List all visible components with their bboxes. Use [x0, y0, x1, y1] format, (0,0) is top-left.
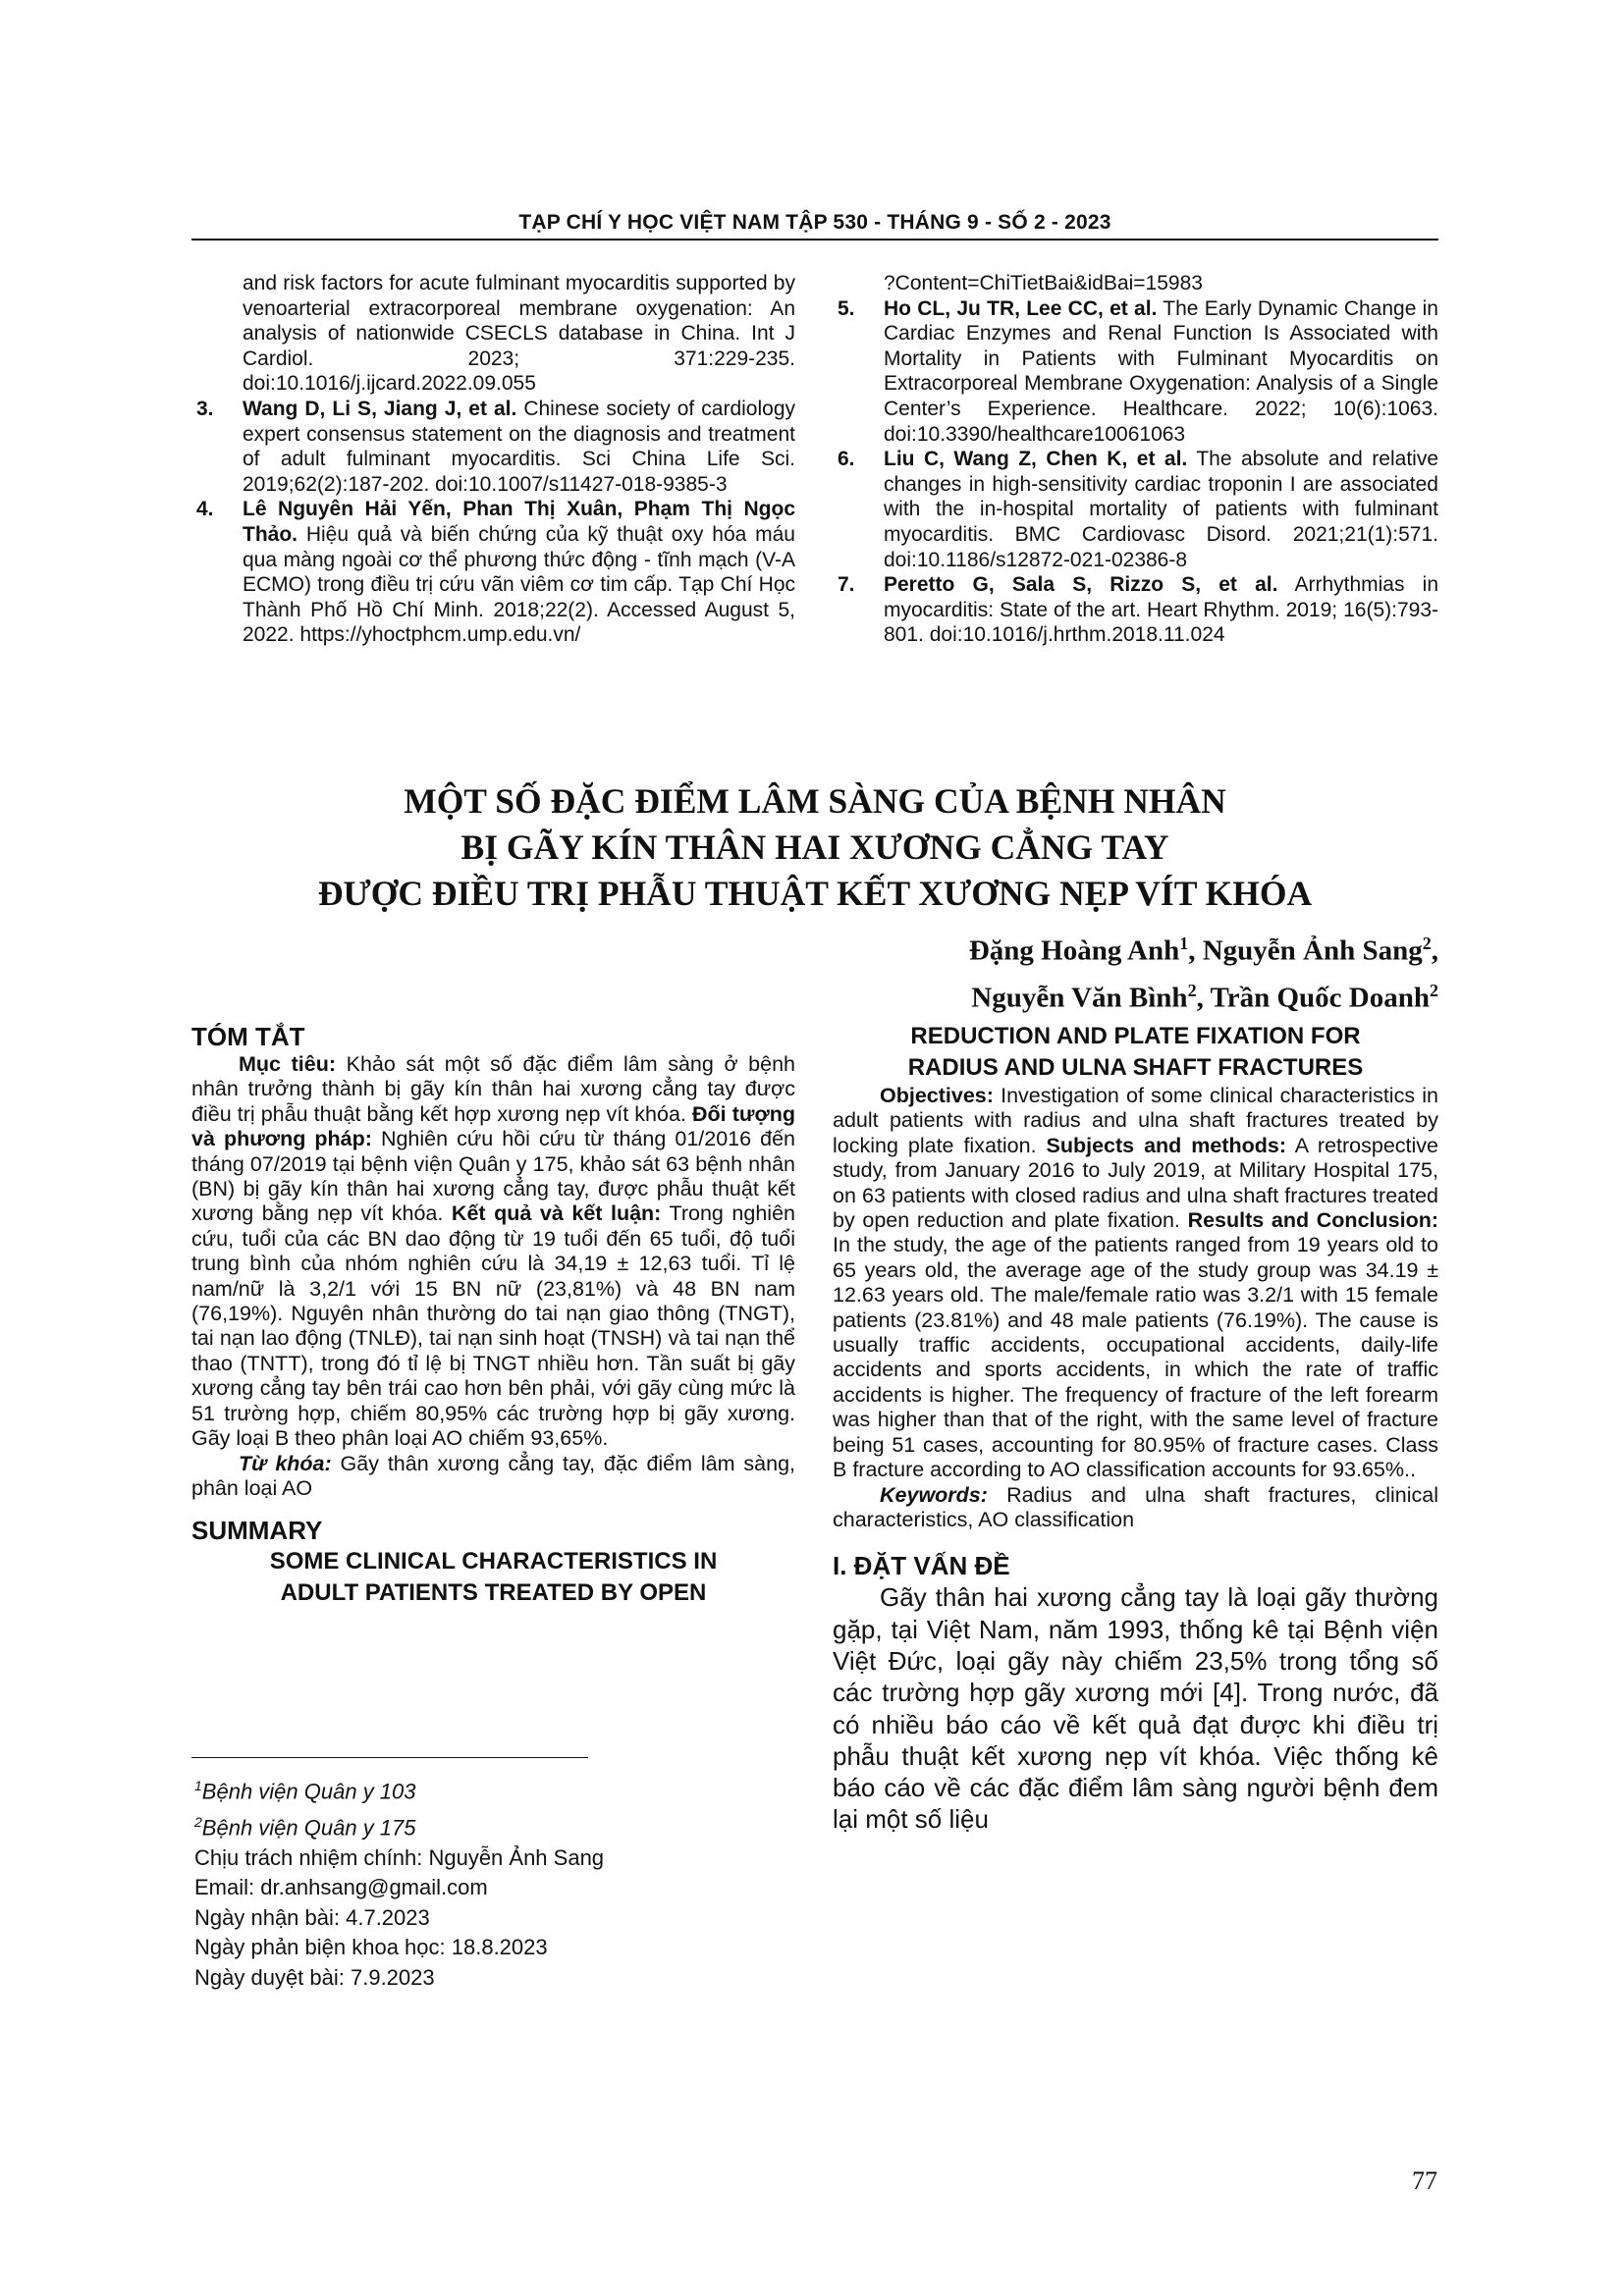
summary-paragraph [833, 1084, 1438, 1483]
author-name: Trần Quốc Doanh [1210, 982, 1430, 1014]
reference-2-continued [191, 271, 795, 397]
results-text: In the study, the age of the patients ranged from 19 years old to 65 years old, the average age of the study group was 34.19 ± 12.63 years old. The male/female ratio was 3.2/1 with 15 female patients (23.81%) and 48 male patients (76.19%). The cause is usually traffic accidents, occupational accidents, daily-life accidents and sports accidents, in which the rate of traffic accidents is higher. The frequency of fracture of the left forearm was higher than that of the right, with the same level of fracture being 51 cases, accounting for 80.95% of fracture cases. Class B fracture according to AO classification accounts for 93.65%.. [833, 1233, 1438, 1482]
title-line: MỘT SỐ ĐẶC ĐIỂM LÂM SÀNG CỦA BỆNH NHÂN [404, 781, 1226, 821]
objectives-text: Khảo sát một số đặc điểm lâm sàng ở bệnh nhân trưởng thành bị gãy kín thân hai xương cẳng tay được điều trị phẫu thuật bằng kết hợp xương nẹp vít khóa. [191, 1052, 795, 1126]
summary-title-line: SOME CLINICAL CHARACTERISTICS IN [269, 1548, 718, 1575]
abstract-heading: TÓM TẮT [191, 1022, 305, 1051]
reference-authors: Liu C, Wang Z, Chen K, et al. [884, 448, 1188, 471]
author-separator: , [1196, 982, 1211, 1014]
affiliation-text: Bệnh viện Quân y 103 [201, 1779, 416, 1804]
reference-text: Arrhythmias in myocarditis: State of the art. Heart Rhythm. 2019; 16(5):793-801. doi:10.1016/j.hrthm.2018.11.024 [884, 573, 1439, 647]
reference-authors: Ho CL, Ju TR, Lee CC, et al. [884, 296, 1158, 320]
objectives-label: Mục tiêu: [239, 1052, 336, 1076]
affiliation-marker: 2 [1430, 980, 1438, 1000]
introduction-paragraph: Gãy thân hai xương cẳng tay là loại gãy thường gặp, tại Việt Nam, năm 1993, thống kê tại Bệnh viện Việt Đức, loại gãy này chiếm 23,5% trong tổng số các trường hợp gãy xương mới [4]. Trong nước, đã có nhiều báo cáo về kết quả đạt được khi điều trị phẫu thuật kết xương nẹp vít khóa. Việc thống kê báo cáo về các đặc điểm lâm sàng người bệnh đem lại một số liệu [833, 1582, 1438, 1835]
author-name: Nguyễn Ảnh Sang [1202, 934, 1423, 967]
results-label: Kết quả và kết luận: [451, 1201, 662, 1226]
affiliation-footnote [194, 1807, 604, 1843]
corresponding-email: Email: dr.anhsang@gmail.com [194, 1875, 488, 1900]
reference-3 [191, 397, 795, 497]
affiliation-marker: 1 [194, 1778, 202, 1793]
reference-6 [833, 447, 1438, 572]
keywords-paragraph [191, 1452, 795, 1502]
author-line [969, 971, 1438, 1018]
results-label: Results and Conclusion: [1187, 1208, 1438, 1233]
reference-authors: Peretto G, Sala S, Rizzo S, et al. [884, 573, 1278, 597]
summary-title-line: ADULT PATIENTS TREATED BY OPEN [280, 1579, 707, 1607]
results-text: Trong nghiên cứu, tuổi của các BN dao động từ 19 tuổi đến 65 tuổi, độ tuổi trung bình của nhóm nghiên cứu là 34,19 ± 12,63 tuổi. Tỉ lệ nam/nữ là 3,2/1 với 15 BN nữ (23,81%) và 48 BN nam (76,19%). Nguyên nhân thường do tai nạn giao thông (TNGT), tai nạn lao động (TNLĐ), tai nạn sinh hoạt (TNSH) và tai nạn thể thao (TNTT), trong đó tỉ lệ bị TNGT nhiều hơn. Tần suất bị gãy xương cẳng tay bên trái cao hơn bên phải, với gãy cùng mức là 51 trường hợp, chiếm 80,95% các trường hợp bị gãy xương. Gãy loại B theo phân loại AO chiếm 93,65%. [191, 1201, 795, 1451]
references-left-column [191, 271, 795, 648]
reference-text: The Early Dynamic Change in Cardiac Enzymes and Renal Function Is Associated with Mortality in Patients with Fulminant Myocarditis on Extracorporeal Membrane Oxygenation: Analysis of a Single Center’s Experience. Healthcare. 2022; 10(6):1063. doi:10.3390/healthcare10061063 [884, 296, 1438, 446]
reference-number: 7. [838, 573, 855, 597]
affiliation-text: Bệnh viện Quân y 175 [201, 1815, 416, 1841]
footnotes [194, 1771, 604, 1993]
date-accepted: Ngày duyệt bài: 7.9.2023 [194, 1964, 435, 1990]
title-line: ĐƯỢC ĐIỀU TRỊ PHẪU THUẬT KẾT XƯƠNG NẸP VÍT KHÓA [317, 874, 1313, 913]
introduction-heading: I. ĐẶT VẤN ĐỀ [833, 1551, 1010, 1581]
references-right-column [833, 271, 1438, 648]
affiliation-marker: 2 [1187, 980, 1197, 1000]
page-number: 77 [1412, 2166, 1437, 2195]
methods-label: Đối tượng và phương pháp: [191, 1101, 795, 1151]
summary-heading: SUMMARY [191, 1516, 323, 1546]
footnote-divider [191, 1757, 588, 1758]
reference-text: and risk factors for acute fulminant myocarditis supported by venoarterial extracorporeal membrane oxygenation: An analysis of nationwide CSECLS database in China. Int J Cardiol. 2023; 371:229-235. doi:10.1016/j.ijcard.2022.09.055 [243, 272, 795, 396]
reference-text: Hiệu quả và biến chứng của kỹ thuật oxy hóa máu qua màng ngoài cơ thể phương thức động - tĩnh mạch (V-A ECMO) trong điều trị cứu vãn viêm cơ tim cấp. Tạp Chí Học Thành Phố Hồ Chí Minh. 2018;22(2). Accessed August 5, 2022. https://yhoctphcm.ump.edu.vn/ [243, 522, 795, 647]
keywords-label: Từ khóa: [239, 1451, 332, 1475]
reference-5 [833, 296, 1438, 448]
keywords-text: Gãy thân xương cẳng tay, đặc điểm lâm sàng, phân loại AO [191, 1451, 795, 1500]
keywords-paragraph [833, 1483, 1438, 1533]
methods-text: A retrospective study, from January 2016 to July 2019, at Military Hospital 175, on 63 patients with closed radius and ulna shaft fractures treated by open reduction and plate fixation. [833, 1133, 1438, 1233]
keywords-text: Radius and ulna shaft fractures, clinical characteristics, AO classification [833, 1482, 1438, 1531]
methods-text: Nghiên cứu hồi cứu từ tháng 01/2016 đến tháng 07/2019 tại bệnh viện Quân y 175, khảo sát 63 bệnh nhân (BN) bị gãy kín thân hai xương cẳng tay, được phẫu thuật kết xương bằng nẹp vít khóa. [191, 1127, 795, 1226]
author-separator: , [1431, 934, 1438, 967]
abstract-paragraph [191, 1052, 795, 1452]
summary-title-line: REDUCTION AND PLATE FIXATION FOR [910, 1023, 1361, 1049]
objectives-text: Investigation of some clinical characteristics in adult patients with radius and ulna shaft fractures treated by locking plate fixation. [833, 1084, 1438, 1157]
reference-authors: Wang D, Li S, Jiang J, et al. [243, 397, 517, 420]
affiliation-footnote [194, 1771, 604, 1807]
reference-authors: Lê Nguyên Hải Yến, Phan Thị Xuân, Phạm Thị Ngọc Thảo. [243, 498, 795, 546]
reference-number: 5. [838, 296, 855, 320]
affiliation-marker: 2 [194, 1813, 202, 1830]
objectives-label: Objectives: [880, 1084, 994, 1107]
keywords-label: Keywords: [880, 1482, 988, 1507]
reference-number: 4. [196, 498, 214, 521]
date-reviewed: Ngày phản biện khoa học: 18.8.2023 [194, 1935, 548, 1960]
reference-text: The absolute and relative changes in high-sensitivity cardiac troponin I are associated with the in-hospital mortality of patients with fulminant myocarditis. BMC Cardiovasc Disord. 2021;21(1):571. doi:10.1186/s12872-021-02386-8 [884, 448, 1439, 571]
summary-title-line: RADIUS AND ULNA SHAFT FRACTURES [907, 1054, 1364, 1081]
affiliation-marker: 2 [1422, 934, 1432, 953]
affiliation-marker: 1 [1179, 934, 1189, 953]
author-line [969, 924, 1438, 971]
reference-4-continued [833, 271, 1438, 296]
author-name: Đặng Hoàng Anh [968, 934, 1180, 967]
running-header: TẠP CHÍ Y HỌC VIỆT NAM TẬP 530 - THÁNG 9 - SỐ 2 - 2023 [518, 211, 1111, 234]
author-name: Nguyễn Văn Bình [971, 982, 1188, 1014]
reference-7 [833, 572, 1438, 648]
author-separator: , [1188, 934, 1203, 967]
corresponding-author: Chịu trách nhiệm chính: Nguyễn Ảnh Sang [194, 1844, 605, 1870]
methods-label: Subjects and methods: [1046, 1133, 1287, 1157]
author-list [969, 924, 1438, 1017]
body-right-column [833, 1021, 1438, 1836]
article-title [191, 778, 1438, 917]
reference-text: Chinese society of cardiology expert consensus statement on the diagnosis and treatment of adult fulminant myocarditis. Sci China Life Sci. 2019;62(2):187-202. doi:10.1007/s11427-018-9385-3 [243, 397, 795, 496]
reference-number: 3. [196, 397, 214, 420]
body-left-column [191, 1021, 795, 1609]
header-divider [191, 239, 1438, 240]
reference-4 [191, 497, 795, 648]
reference-text: ?Content=ChiTietBai&idBai=15983 [884, 272, 1203, 294]
reference-number: 6. [838, 448, 855, 471]
title-line: BỊ GÃY KÍN THÂN HAI XƯƠNG CẲNG TAY [460, 828, 1169, 867]
date-received: Ngày nhận bài: 4.7.2023 [194, 1904, 430, 1930]
